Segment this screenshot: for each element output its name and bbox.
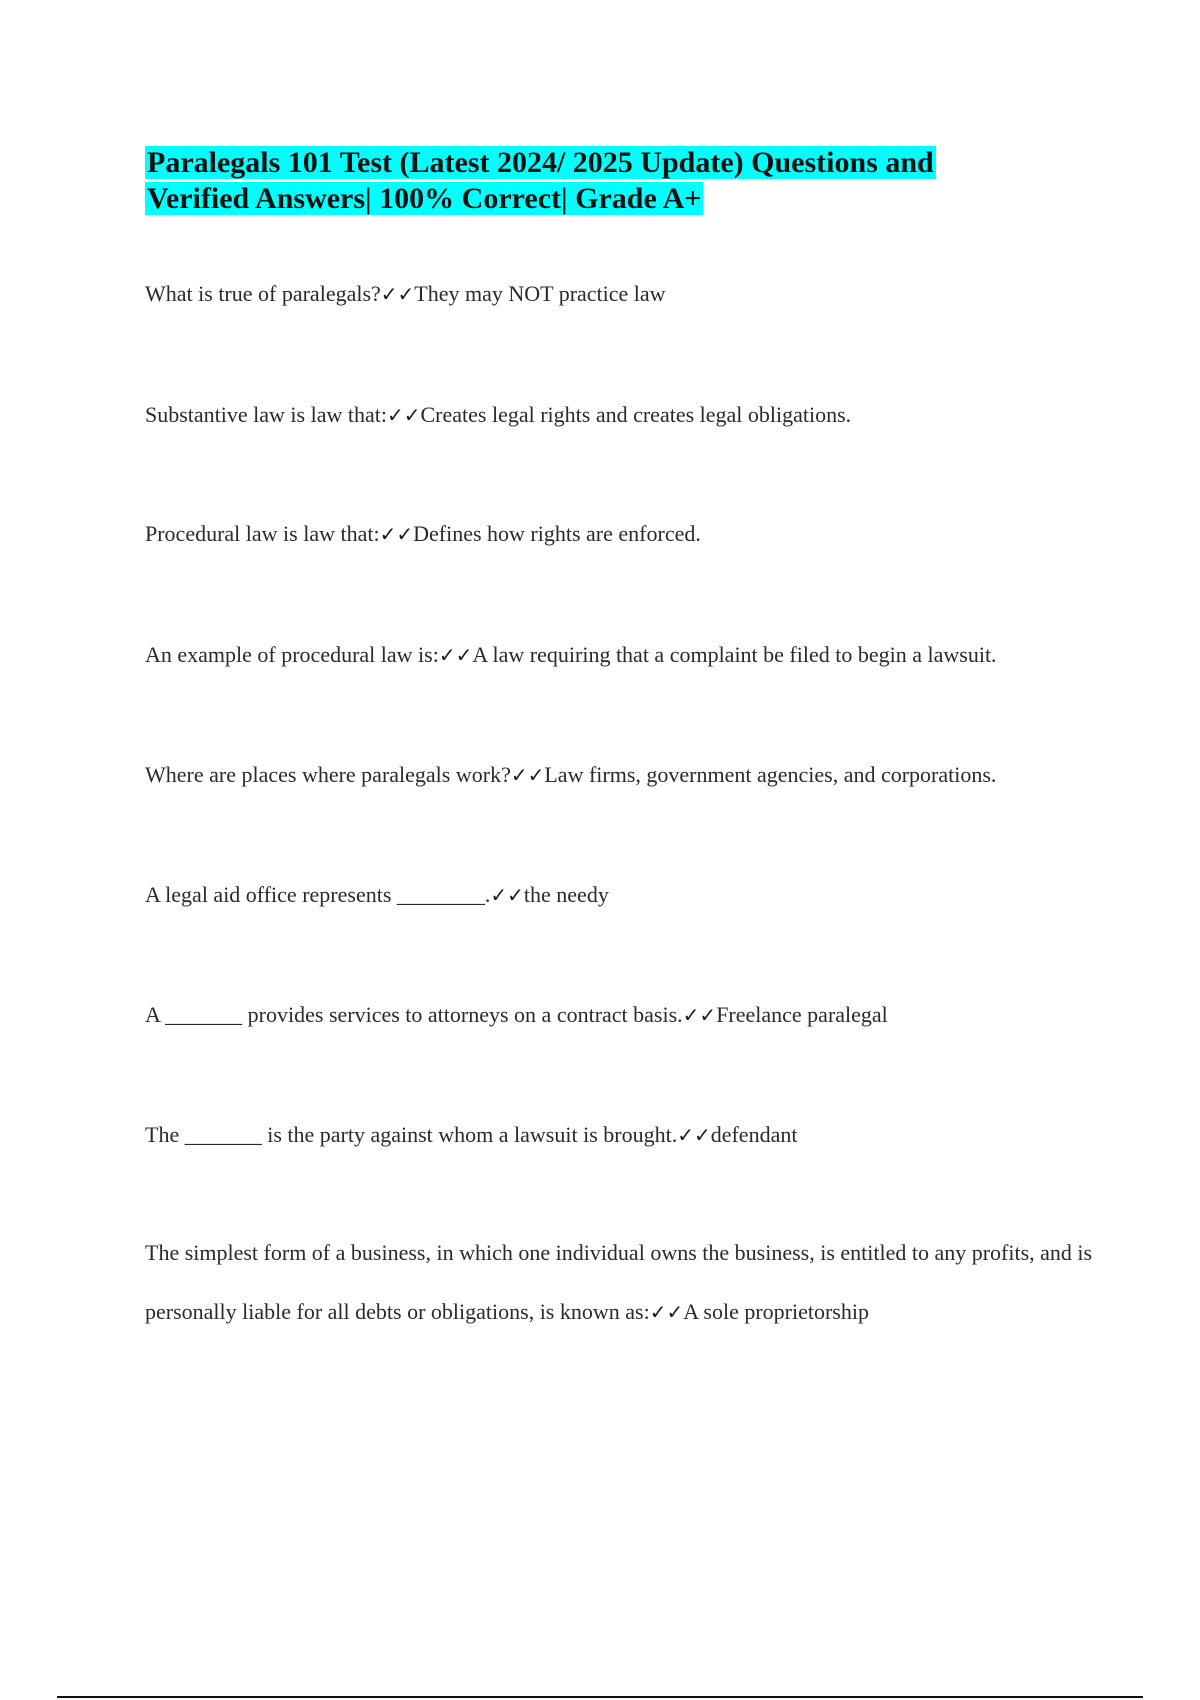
answer-text: Creates legal rights and creates legal obligations.	[420, 402, 852, 427]
question-text: What is true of paralegals?	[145, 281, 381, 306]
qa-item-4	[145, 625, 1095, 685]
qa-item-3	[145, 504, 1095, 564]
qa-item-6	[145, 865, 1095, 925]
answer-text: Defines how rights are enforced.	[413, 521, 701, 546]
answer-text: A sole proprietorship	[683, 1299, 869, 1324]
answer-text: the needy	[523, 882, 609, 907]
question-text: A legal aid office represents ________.	[145, 882, 491, 907]
answer-text: They may NOT practice law	[414, 281, 666, 306]
answer-text: A law requiring that a complaint be filed to begin a lawsuit.	[472, 642, 997, 667]
check-mark-icon: ✓✓	[510, 763, 545, 787]
answer-text: Freelance paralegal	[716, 1002, 888, 1027]
answer-text: defendant	[710, 1122, 798, 1147]
qa-item-8	[145, 1105, 1095, 1165]
document-title	[145, 145, 1025, 217]
check-mark-icon: ✓✓	[386, 403, 421, 427]
question-text: The _______ is the party against whom a lawsuit is brought.	[145, 1122, 678, 1147]
question-text: An example of procedural law is:	[145, 642, 439, 667]
question-text: Procedural law is law that:	[145, 521, 380, 546]
question-text: Where are places where paralegals work?	[145, 762, 511, 787]
question-text: A _______ provides services to attorneys on a contract basis.	[145, 1002, 683, 1027]
qa-item-1	[145, 264, 1095, 324]
check-mark-icon: ✓✓	[379, 522, 414, 546]
check-mark-icon: ✓✓	[490, 883, 524, 907]
footer-rule	[57, 1696, 1143, 1698]
answer-text: Law firms, government agencies, and corporations.	[544, 762, 997, 787]
qa-item-5	[145, 745, 1095, 805]
check-mark-icon: ✓✓	[438, 643, 473, 667]
check-mark-icon: ✓✓	[649, 1300, 684, 1324]
check-mark-icon: ✓✓	[677, 1123, 711, 1147]
question-text: Substantive law is law that:	[145, 402, 387, 427]
qa-item-7	[145, 985, 1095, 1045]
check-mark-icon: ✓✓	[682, 1003, 717, 1027]
check-mark-icon: ✓✓	[380, 282, 415, 306]
title-highlight: Paralegals 101 Test (Latest 2024/ 2025 Update) Questions and Verified Answers| 100% Correct| Grade A+	[147, 146, 934, 215]
qa-item-2	[145, 385, 1095, 445]
qa-item-9	[145, 1223, 1095, 1342]
question-text: The simplest form of a business, in which one individual owns the business, is entitled to any profits, and is personally liable for all debts or obligations, is known as:	[145, 1240, 1093, 1324]
